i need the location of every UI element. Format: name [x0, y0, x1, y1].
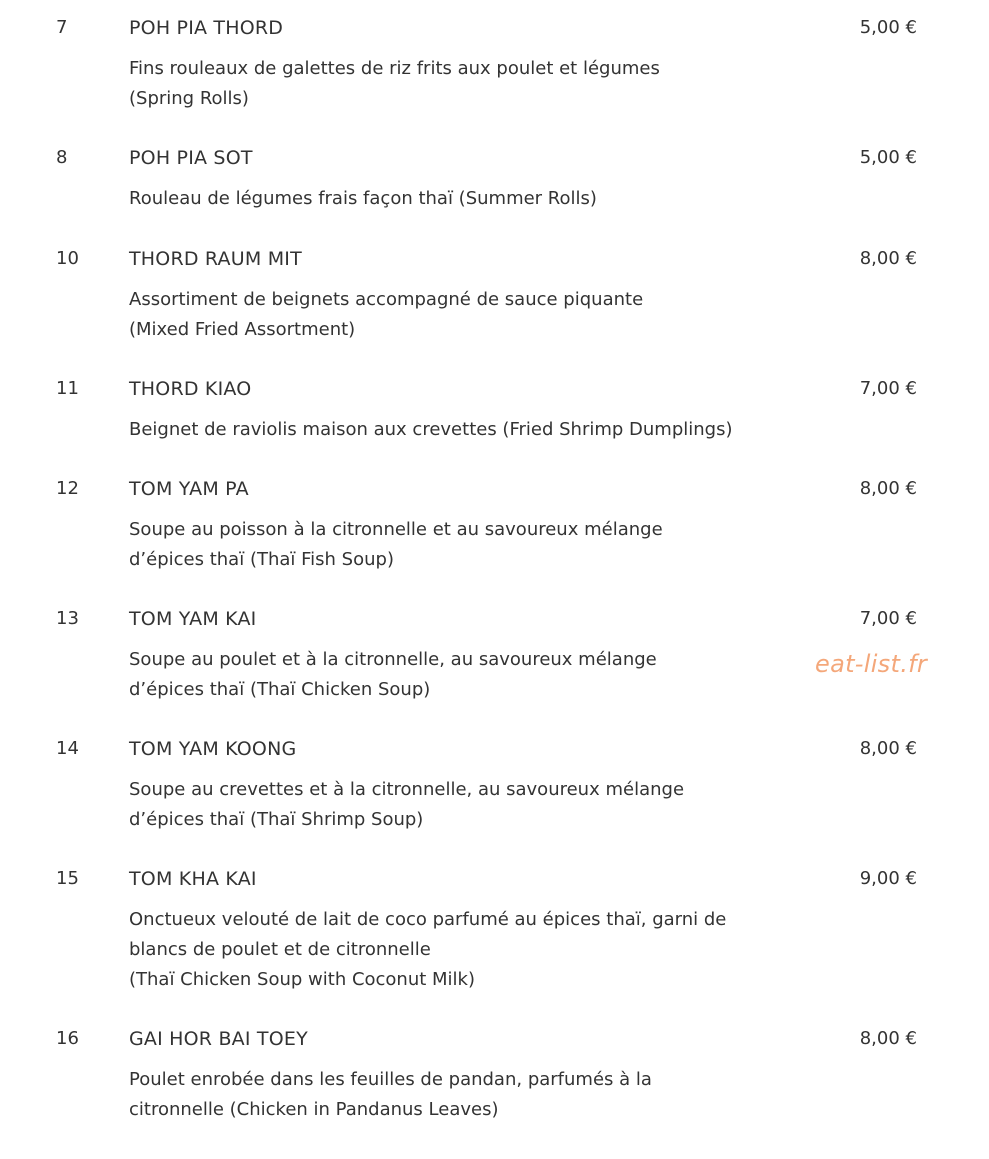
item-description	[129, 415, 829, 445]
description-line: Onctueux velouté de lait de coco parfumé au épices thaï, garni de	[129, 909, 727, 930]
description-line: Beignet de raviolis maison aux crevettes (Fried Shrimp Dumplings)	[129, 419, 733, 440]
item-description	[129, 184, 829, 214]
item-description	[129, 54, 829, 114]
description-line: d’épices thaï (Thaï Fish Soup)	[129, 549, 394, 570]
item-number: 12	[56, 478, 79, 499]
item-number: 16	[56, 1028, 79, 1049]
item-price: 8,00 €	[859, 1028, 917, 1049]
item-price: 9,00 €	[859, 868, 917, 889]
item-name: TOM KHA KAI	[129, 868, 257, 890]
description-line: (Spring Rolls)	[129, 88, 249, 109]
item-description	[129, 515, 829, 575]
item-price: 8,00 €	[859, 738, 917, 759]
item-name: THORD RAUM MIT	[129, 248, 302, 270]
description-line: (Mixed Fried Assortment)	[129, 319, 356, 340]
item-price: 8,00 €	[859, 478, 917, 499]
item-price: 8,00 €	[859, 248, 917, 269]
item-name: POH PIA SOT	[129, 147, 253, 169]
description-line: (Thaï Chicken Soup with Coconut Milk)	[129, 969, 476, 990]
item-name: POH PIA THORD	[129, 17, 284, 39]
item-price: 7,00 €	[859, 608, 917, 629]
description-line: blancs de poulet et de citronnelle	[129, 939, 431, 960]
item-description	[129, 645, 829, 705]
description-line: Assortiment de beignets accompagné de sauce piquante	[129, 289, 644, 310]
item-name: TOM YAM KAI	[129, 608, 257, 630]
item-description	[129, 775, 829, 835]
item-number: 8	[56, 147, 68, 168]
description-line: d’épices thaï (Thaï Chicken Soup)	[129, 679, 431, 700]
description-line: Poulet enrobée dans les feuilles de pandan, parfumés à la	[129, 1069, 652, 1090]
description-line: Rouleau de légumes frais façon thaï (Summer Rolls)	[129, 188, 597, 209]
item-description	[129, 905, 829, 995]
description-line: citronnelle (Chicken in Pandanus Leaves)	[129, 1099, 499, 1120]
item-name: TOM YAM KOONG	[129, 738, 297, 760]
item-name: TOM YAM PA	[129, 478, 249, 500]
item-number: 10	[56, 248, 79, 269]
item-name: GAI HOR BAI TOEY	[129, 1028, 308, 1050]
item-price: 5,00 €	[859, 17, 917, 38]
item-description	[129, 285, 829, 345]
description-line: Soupe au crevettes et à la citronnelle, au savoureux mélange	[129, 779, 685, 800]
item-name: THORD KIAO	[129, 378, 252, 400]
item-price: 7,00 €	[859, 378, 917, 399]
description-line: Fins rouleaux de galettes de riz frits aux poulet et légumes	[129, 58, 660, 79]
description-line: Soupe au poulet et à la citronnelle, au savoureux mélange	[129, 649, 657, 670]
description-line: Soupe au poisson à la citronnelle et au savoureux mélange	[129, 519, 663, 540]
description-line: d’épices thaï (Thaï Shrimp Soup)	[129, 809, 424, 830]
item-number: 13	[56, 608, 79, 629]
item-number: 7	[56, 17, 68, 38]
watermark-logo: eat-list.fr	[815, 650, 928, 678]
item-number: 15	[56, 868, 79, 889]
item-description	[129, 1065, 829, 1125]
item-number: 11	[56, 378, 79, 399]
item-price: 5,00 €	[859, 147, 917, 168]
item-number: 14	[56, 738, 79, 759]
